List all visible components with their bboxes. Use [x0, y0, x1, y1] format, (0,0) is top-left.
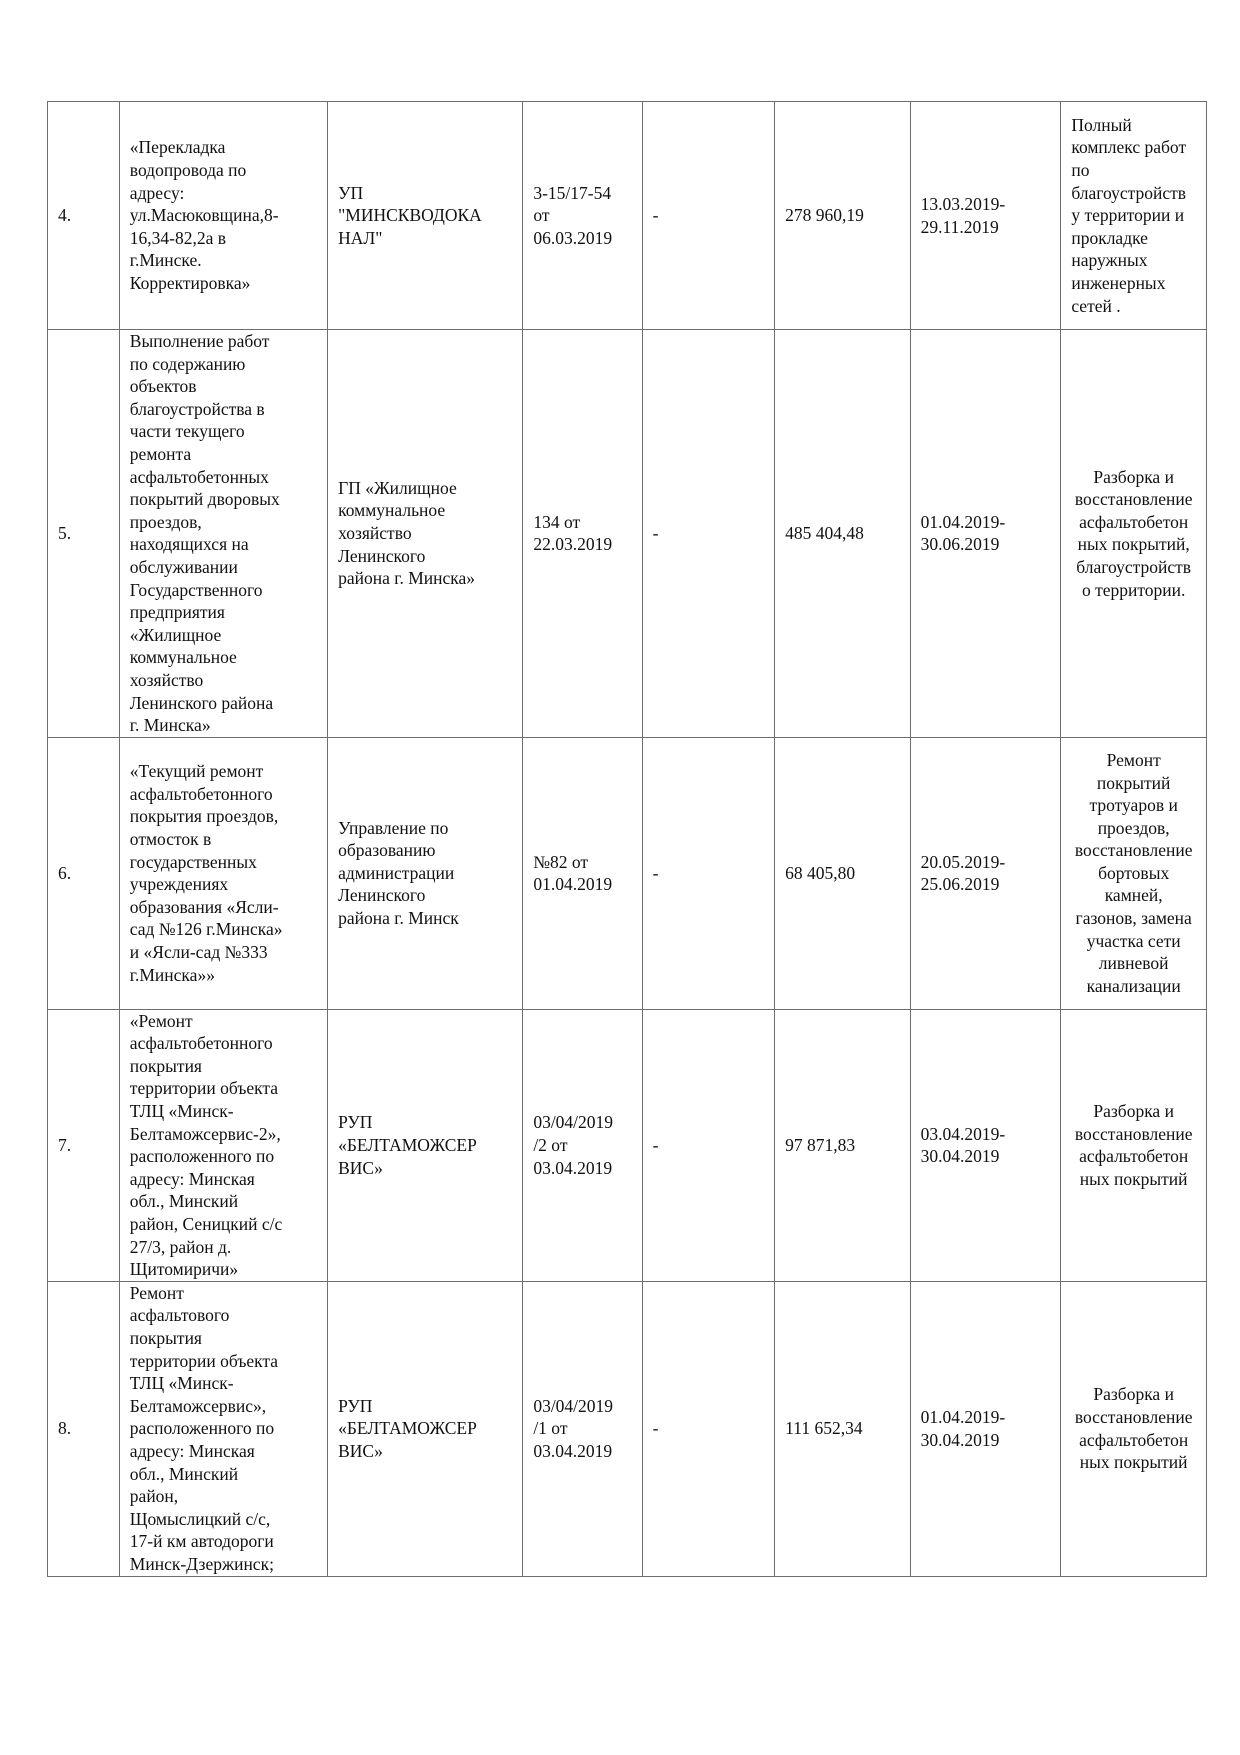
- contract-number-cell: 03/04/2019 /2 от 03.04.2019: [523, 1009, 642, 1281]
- work-name-cell: «Перекладка водопровода по адресу: ул.Масюковщина,8- 16,34-82,2а в г.Минске. Корректировка»: [119, 102, 327, 330]
- period-cell: 01.04.2019- 30.06.2019: [910, 330, 1061, 738]
- amount-cell: 278 960,19: [775, 102, 911, 330]
- amount-cell: 111 652,34: [775, 1281, 911, 1576]
- contract-number-cell: 3-15/17-54 от 06.03.2019: [523, 102, 642, 330]
- organization-cell: РУП «БЕЛТАМОЖСЕР ВИС»: [328, 1281, 523, 1576]
- organization-cell: ГП «Жилищное коммунальное хозяйство Ленинского района г. Минска»: [328, 330, 523, 738]
- table-row: [48, 102, 1207, 330]
- organization-cell: УП "МИНСКВОДОКА НАЛ": [328, 102, 523, 330]
- table-row: [48, 1009, 1207, 1281]
- row-number: 5.: [48, 330, 120, 738]
- empty-value-cell: -: [642, 1009, 774, 1281]
- contract-number-cell: 134 от 22.03.2019: [523, 330, 642, 738]
- work-name-cell: Ремонт асфальтового покрытия территории объекта ТЛЦ «Минск- Белтаможсервис», расположенного по адресу: Минская обл., Минский район, Щомыслицкий с/с, 17-й км автодороги Минск-Дзержинск;: [119, 1281, 327, 1576]
- period-cell: 03.04.2019- 30.04.2019: [910, 1009, 1061, 1281]
- empty-value-cell: -: [642, 102, 774, 330]
- period-cell: 01.04.2019- 30.04.2019: [910, 1281, 1061, 1576]
- organization-cell: Управление по образованию администрации Ленинского района г. Минск: [328, 737, 523, 1009]
- amount-cell: 68 405,80: [775, 737, 911, 1009]
- row-number: 7.: [48, 1009, 120, 1281]
- row-number: 4.: [48, 102, 120, 330]
- row-number: 8.: [48, 1281, 120, 1576]
- work-name-cell: «Ремонт асфальтобетонного покрытия территории объекта ТЛЦ «Минск- Белтаможсервис-2», расположенного по адресу: Минская обл., Минский район, Сеницкий с/с 27/3, район д. Щитомиричи»: [119, 1009, 327, 1281]
- contract-number-cell: 03/04/2019 /1 от 03.04.2019: [523, 1281, 642, 1576]
- table-row: [48, 1281, 1207, 1576]
- period-cell: 13.03.2019- 29.11.2019: [910, 102, 1061, 330]
- amount-cell: 485 404,48: [775, 330, 911, 738]
- work-name-cell: «Текущий ремонт асфальтобетонного покрытия проездов, отмосток в государственных учреждениях образования «Ясли- сад №126 г.Минска» и «Ясли-сад №333 г.Минска»»: [119, 737, 327, 1009]
- empty-value-cell: -: [642, 1281, 774, 1576]
- period-cell: 20.05.2019- 25.06.2019: [910, 737, 1061, 1009]
- table-row: [48, 737, 1207, 1009]
- work-description-cell: Ремонт покрытий тротуаров и проездов, восстановление бортовых камней, газонов, замена участка сети ливневой канализации: [1061, 737, 1207, 1009]
- work-name-cell: Выполнение работ по содержанию объектов благоустройства в части текущего ремонта асфальтобетонных покрытий дворовых проездов, находящихся на обслуживании Государственного предприятия «Жилищное коммунальное хозяйство Ленинского района г. Минска»: [119, 330, 327, 738]
- empty-value-cell: -: [642, 330, 774, 738]
- work-description-cell: Разборка и восстановление асфальтобетон ных покрытий, благоустройств о территории.: [1061, 330, 1207, 738]
- work-description-cell: Разборка и восстановление асфальтобетон ных покрытий: [1061, 1281, 1207, 1576]
- table-row: [48, 330, 1207, 738]
- organization-cell: РУП «БЕЛТАМОЖСЕР ВИС»: [328, 1009, 523, 1281]
- contract-number-cell: №82 от 01.04.2019: [523, 737, 642, 1009]
- row-number: 6.: [48, 737, 120, 1009]
- amount-cell: 97 871,83: [775, 1009, 911, 1281]
- work-description-cell: Разборка и восстановление асфальтобетон ных покрытий: [1061, 1009, 1207, 1281]
- contracts-table: [47, 101, 1207, 1577]
- work-description-cell: Полный комплекс работ по благоустройств у территории и прокладке наружных инженерных сетей .: [1061, 102, 1207, 330]
- empty-value-cell: -: [642, 737, 774, 1009]
